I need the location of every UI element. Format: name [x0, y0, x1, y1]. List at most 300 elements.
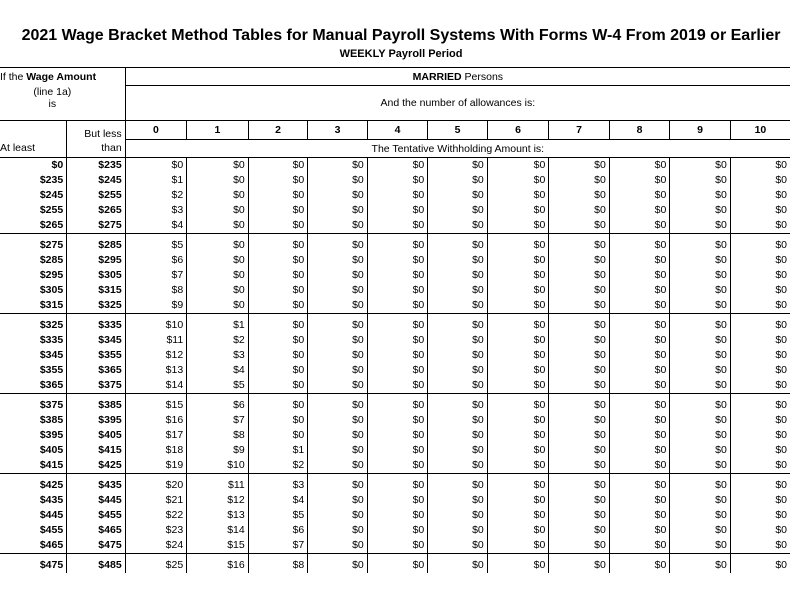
- withholding-amount: $0: [609, 428, 670, 443]
- withholding-amount: $0: [775, 204, 787, 216]
- table-row: [0, 283, 790, 298]
- withholding-amount: $7: [125, 268, 187, 283]
- withholding-amount: $0: [609, 478, 670, 493]
- withholding-amount: $6: [125, 253, 187, 268]
- withholding-amount: $8: [187, 428, 249, 443]
- withholding-amount: $0: [487, 378, 549, 394]
- withholding-amount: $0: [187, 188, 249, 203]
- but-less-value: $275: [67, 218, 125, 234]
- but-less-value: $395: [67, 413, 125, 428]
- withholding-amount: $0: [248, 253, 308, 268]
- withholding-amount: $0: [308, 508, 368, 523]
- withholding-amount: $0: [609, 523, 670, 538]
- withholding-amount: $0: [775, 559, 787, 571]
- withholding-amount: $0: [367, 508, 428, 523]
- withholding-amount: $0: [609, 203, 670, 218]
- table-row: [0, 398, 790, 413]
- withholding-amount: $0: [549, 443, 610, 458]
- at-least-value: $0: [0, 158, 67, 174]
- withholding-amount: $0: [308, 238, 368, 253]
- withholding-amount: $0: [670, 348, 731, 363]
- withholding-amount: $0: [367, 538, 428, 554]
- withholding-amount: $0: [670, 558, 731, 573]
- withholding-amount: $0: [428, 378, 488, 394]
- table-row: [0, 333, 790, 348]
- withholding-amount: $0: [487, 363, 549, 378]
- withholding-amount: $0: [308, 558, 368, 573]
- but-less-label: But less: [67, 121, 125, 140]
- withholding-amount: $0: [428, 478, 488, 493]
- withholding-amount: $0: [248, 173, 308, 188]
- table-row: [0, 378, 790, 394]
- allowance-header-1: 1: [187, 121, 249, 140]
- withholding-amount: $0: [428, 188, 488, 203]
- withholding-amount: $0: [367, 158, 428, 174]
- withholding-amount: $0: [428, 493, 488, 508]
- withholding-amount: $15: [125, 398, 187, 413]
- withholding-amount: $24: [125, 538, 187, 554]
- withholding-amount: $0: [187, 158, 249, 174]
- withholding-amount: $0: [609, 253, 670, 268]
- withholding-amount: $0: [308, 458, 368, 474]
- withholding-amount: $0: [775, 349, 787, 361]
- withholding-amount: $0: [549, 398, 610, 413]
- withholding-amount: $0: [248, 268, 308, 283]
- table-row: [0, 478, 790, 493]
- withholding-amount: $0: [248, 298, 308, 314]
- document-title: 2021 Wage Bracket Method Tables for Manual Payroll Systems With Forms W-4 From 2019 or Earlier: [21, 27, 781, 44]
- withholding-amount: $0: [670, 538, 731, 554]
- withholding-amount: $0: [549, 363, 610, 378]
- wage-amount-header: If the Wage Amount: [0, 68, 125, 86]
- withholding-amount: $0: [487, 348, 549, 363]
- allowance-header-9: 9: [670, 121, 731, 140]
- withholding-amount: $0: [428, 398, 488, 413]
- but-less-value: $325: [67, 298, 125, 314]
- withholding-amount: $13: [125, 363, 187, 378]
- withholding-amount: $0: [549, 253, 610, 268]
- withholding-amount: $9: [125, 298, 187, 314]
- than-label: than: [67, 140, 125, 158]
- withholding-amount: $0: [367, 398, 428, 413]
- bracket-rows: [0, 158, 790, 574]
- withholding-amount: $0: [428, 413, 488, 428]
- but-less-value: $455: [67, 508, 125, 523]
- withholding-amount: $0: [670, 413, 731, 428]
- withholding-amount: $0: [367, 363, 428, 378]
- table-row: [0, 173, 790, 188]
- withholding-amount: $0: [487, 458, 549, 474]
- withholding-amount: $0: [549, 508, 610, 523]
- withholding-amount: $0: [775, 284, 787, 296]
- at-least-value: $325: [0, 318, 67, 333]
- at-least-value: $455: [0, 523, 67, 538]
- at-least-value: $365: [0, 378, 67, 394]
- withholding-amount: $7: [248, 538, 308, 554]
- but-less-value: $335: [67, 318, 125, 333]
- withholding-amount: $0: [609, 188, 670, 203]
- withholding-amount: $0: [670, 268, 731, 283]
- withholding-amount: $0: [487, 218, 549, 234]
- withholding-amount: $0: [428, 253, 488, 268]
- table-row: [0, 188, 790, 203]
- allowance-header-10: 10: [730, 121, 790, 140]
- withholding-amount: $0: [367, 348, 428, 363]
- withholding-amount: $0: [367, 478, 428, 493]
- withholding-amount: $0: [549, 203, 610, 218]
- at-least-value: $255: [0, 203, 67, 218]
- withholding-amount: $0: [609, 398, 670, 413]
- table-row: [0, 508, 790, 523]
- withholding-amount: $13: [187, 508, 249, 523]
- withholding-amount: $0: [487, 493, 549, 508]
- withholding-amount: $18: [125, 443, 187, 458]
- at-least-value: $265: [0, 218, 67, 234]
- withholding-amount: $0: [487, 558, 549, 573]
- withholding-amount: $2: [125, 188, 187, 203]
- withholding-amount: $0: [367, 558, 428, 573]
- withholding-amount: $0: [670, 238, 731, 253]
- withholding-amount: $0: [775, 494, 787, 506]
- at-least-value: $475: [0, 558, 67, 573]
- table-row: [0, 203, 790, 218]
- withholding-amount: $0: [609, 508, 670, 523]
- withholding-amount: $11: [125, 333, 187, 348]
- at-least-value: $435: [0, 493, 67, 508]
- withholding-amount: $0: [367, 413, 428, 428]
- withholding-amount: $0: [670, 188, 731, 203]
- table-row: [0, 238, 790, 253]
- withholding-amount: $0: [549, 318, 610, 333]
- withholding-amount: $2: [187, 333, 249, 348]
- withholding-amount: $0: [609, 413, 670, 428]
- withholding-amount: $0: [308, 253, 368, 268]
- table-row: [0, 268, 790, 283]
- withholding-amount: $0: [670, 363, 731, 378]
- withholding-amount: $0: [308, 363, 368, 378]
- withholding-amount: $0: [670, 523, 731, 538]
- withholding-amount: $0: [308, 523, 368, 538]
- withholding-amount: $0: [367, 333, 428, 348]
- withholding-amount: $8: [125, 283, 187, 298]
- wage-bracket-table: [0, 67, 790, 573]
- at-least-value: $285: [0, 253, 67, 268]
- withholding-amount: $9: [187, 443, 249, 458]
- withholding-amount: $0: [187, 268, 249, 283]
- withholding-amount: $0: [549, 238, 610, 253]
- at-least-value: $235: [0, 173, 67, 188]
- withholding-amount: $0: [670, 203, 731, 218]
- table-row: [0, 413, 790, 428]
- withholding-amount: $0: [487, 523, 549, 538]
- allowances-label: And the number of allowances is:: [380, 97, 536, 109]
- withholding-amount: $0: [248, 283, 308, 298]
- withholding-amount: $0: [549, 428, 610, 443]
- withholding-amount: $15: [187, 538, 249, 554]
- withholding-amount: $0: [487, 538, 549, 554]
- but-less-value: $255: [67, 188, 125, 203]
- at-least-value: $415: [0, 458, 67, 474]
- withholding-amount: $0: [367, 268, 428, 283]
- withholding-amount: $0: [549, 413, 610, 428]
- allowance-header-0: 0: [125, 121, 187, 140]
- at-least-value: $465: [0, 538, 67, 554]
- but-less-value: $485: [67, 558, 125, 573]
- table-row: [0, 218, 790, 234]
- withholding-amount: $0: [609, 558, 670, 573]
- but-less-value: $405: [67, 428, 125, 443]
- withholding-amount: $0: [428, 458, 488, 474]
- but-less-value: $465: [67, 523, 125, 538]
- withholding-amount: $0: [367, 298, 428, 314]
- withholding-amount: $0: [248, 318, 308, 333]
- withholding-amount: $0: [549, 523, 610, 538]
- withholding-amount: $0: [428, 218, 488, 234]
- but-less-value: $235: [67, 158, 125, 174]
- but-less-value: $265: [67, 203, 125, 218]
- table-row: [0, 443, 790, 458]
- at-least-value: $405: [0, 443, 67, 458]
- at-least-label: At least: [0, 140, 67, 158]
- withholding-amount: $0: [775, 159, 787, 171]
- but-less-value: $375: [67, 378, 125, 394]
- withholding-amount: $0: [487, 333, 549, 348]
- withholding-amount: $7: [187, 413, 249, 428]
- withholding-amount: $0: [308, 538, 368, 554]
- withholding-amount: $0: [487, 398, 549, 413]
- withholding-amount: $20: [125, 478, 187, 493]
- withholding-amount: $0: [308, 318, 368, 333]
- withholding-amount: $1: [187, 318, 249, 333]
- withholding-amount: $12: [187, 493, 249, 508]
- withholding-amount: $0: [670, 333, 731, 348]
- withholding-amount: $0: [308, 378, 368, 394]
- withholding-amount: $0: [775, 189, 787, 201]
- withholding-amount: $0: [428, 443, 488, 458]
- withholding-amount: $0: [248, 413, 308, 428]
- table-row: [0, 298, 790, 314]
- at-least-value: $305: [0, 283, 67, 298]
- table-row: [0, 538, 790, 554]
- withholding-amount: $14: [187, 523, 249, 538]
- withholding-amount: $4: [125, 218, 187, 234]
- withholding-amount: $0: [487, 478, 549, 493]
- withholding-amount: $0: [775, 174, 787, 186]
- but-less-value: $475: [67, 538, 125, 554]
- withholding-amount: $0: [487, 318, 549, 333]
- withholding-amount: $0: [367, 283, 428, 298]
- withholding-amount: $0: [308, 268, 368, 283]
- withholding-amount: $0: [609, 378, 670, 394]
- but-less-value: $425: [67, 458, 125, 474]
- at-least-value: $385: [0, 413, 67, 428]
- withholding-amount: $4: [248, 493, 308, 508]
- withholding-amount: $0: [428, 523, 488, 538]
- withholding-amount: $0: [775, 399, 787, 411]
- withholding-amount: $0: [775, 239, 787, 251]
- but-less-value: $445: [67, 493, 125, 508]
- withholding-amount: $0: [428, 428, 488, 443]
- withholding-amount: $0: [670, 253, 731, 268]
- withholding-amount: $0: [549, 283, 610, 298]
- withholding-amount: $0: [308, 443, 368, 458]
- withholding-amount: $0: [248, 378, 308, 394]
- table-row: [0, 458, 790, 474]
- withholding-amount: $0: [428, 538, 488, 554]
- withholding-amount: $0: [367, 173, 428, 188]
- withholding-amount: $10: [187, 458, 249, 474]
- table-row: [0, 493, 790, 508]
- allowances-header-row: [0, 121, 790, 140]
- withholding-amount: $3: [248, 478, 308, 493]
- at-least-value: $315: [0, 298, 67, 314]
- withholding-amount: $0: [308, 218, 368, 234]
- withholding-amount: $0: [609, 218, 670, 234]
- withholding-amount: $0: [367, 493, 428, 508]
- withholding-amount: $0: [308, 428, 368, 443]
- withholding-amount: $0: [248, 188, 308, 203]
- withholding-amount: $0: [187, 298, 249, 314]
- withholding-amount: $0: [609, 538, 670, 554]
- withholding-amount: $1: [248, 443, 308, 458]
- withholding-amount: $0: [308, 158, 368, 174]
- withholding-amount: $4: [187, 363, 249, 378]
- withholding-amount: $0: [775, 459, 787, 471]
- withholding-amount: $0: [308, 413, 368, 428]
- allowance-header-6: 6: [487, 121, 549, 140]
- withholding-amount: $0: [248, 203, 308, 218]
- withholding-amount: $0: [487, 173, 549, 188]
- withholding-amount: $0: [308, 478, 368, 493]
- withholding-amount: $2: [248, 458, 308, 474]
- withholding-amount: $0: [428, 333, 488, 348]
- document-subtitle: WEEKLY Payroll Period: [339, 48, 463, 60]
- but-less-value: $385: [67, 398, 125, 413]
- line-1a-label: (line 1a) is: [0, 86, 125, 121]
- withholding-amount: $6: [248, 523, 308, 538]
- withholding-amount: $0: [549, 158, 610, 174]
- withholding-amount: $0: [670, 378, 731, 394]
- withholding-amount: $0: [248, 363, 308, 378]
- withholding-amount: $17: [125, 428, 187, 443]
- withholding-amount: $0: [487, 238, 549, 253]
- withholding-amount: $0: [367, 428, 428, 443]
- withholding-amount: $0: [549, 558, 610, 573]
- withholding-amount: $3: [125, 203, 187, 218]
- withholding-amount: $0: [775, 479, 787, 491]
- withholding-amount: $0: [775, 509, 787, 521]
- withholding-amount: $0: [428, 173, 488, 188]
- withholding-amount: $1: [125, 173, 187, 188]
- withholding-amount: $5: [125, 238, 187, 253]
- withholding-amount: $0: [308, 398, 368, 413]
- at-least-value: $245: [0, 188, 67, 203]
- withholding-amount: $0: [670, 298, 731, 314]
- withholding-amount: $0: [549, 348, 610, 363]
- withholding-amount: $0: [248, 158, 308, 174]
- withholding-amount: $0: [308, 188, 368, 203]
- withholding-amount: $0: [609, 318, 670, 333]
- withholding-amount: $0: [308, 203, 368, 218]
- withholding-amount: $0: [428, 348, 488, 363]
- withholding-amount: $0: [248, 238, 308, 253]
- withholding-amount: $0: [670, 398, 731, 413]
- withholding-amount: $0: [487, 268, 549, 283]
- withholding-amount: $0: [248, 218, 308, 234]
- withholding-amount: $0: [609, 458, 670, 474]
- withholding-amount: $0: [187, 283, 249, 298]
- withholding-amount: $0: [367, 203, 428, 218]
- withholding-amount: $0: [428, 268, 488, 283]
- withholding-amount: $0: [670, 493, 731, 508]
- but-less-value: $295: [67, 253, 125, 268]
- withholding-amount: $0: [487, 203, 549, 218]
- withholding-amount: $0: [670, 283, 731, 298]
- withholding-amount: $0: [428, 283, 488, 298]
- withholding-amount: $0: [367, 318, 428, 333]
- married-persons-header: MARRIED Persons: [125, 68, 790, 86]
- withholding-amount: $0: [549, 268, 610, 283]
- table-row: [0, 348, 790, 363]
- table-row: [0, 318, 790, 333]
- withholding-amount: $11: [187, 478, 249, 493]
- withholding-amount: $0: [367, 218, 428, 234]
- withholding-amount: $0: [487, 283, 549, 298]
- withholding-amount: $0: [609, 363, 670, 378]
- withholding-amount: $21: [125, 493, 187, 508]
- withholding-amount: $6: [187, 398, 249, 413]
- withholding-amount: $8: [248, 558, 308, 573]
- at-least-value: $335: [0, 333, 67, 348]
- withholding-amount: $0: [248, 398, 308, 413]
- withholding-amount: $0: [487, 508, 549, 523]
- but-less-value: $415: [67, 443, 125, 458]
- at-least-value: $425: [0, 478, 67, 493]
- withholding-amount: $3: [187, 348, 249, 363]
- withholding-amount: $5: [187, 378, 249, 394]
- but-less-value: $365: [67, 363, 125, 378]
- withholding-amount: $0: [308, 173, 368, 188]
- withholding-amount: $0: [775, 254, 787, 266]
- withholding-amount: $0: [549, 378, 610, 394]
- withholding-amount: $0: [248, 428, 308, 443]
- withholding-amount: $0: [367, 253, 428, 268]
- withholding-amount: $0: [187, 173, 249, 188]
- withholding-amount: $0: [775, 334, 787, 346]
- withholding-amount: $0: [775, 429, 787, 441]
- withholding-amount: $0: [609, 268, 670, 283]
- allowance-header-5: 5: [428, 121, 488, 140]
- withholding-amount: $0: [549, 333, 610, 348]
- withholding-amount: $0: [670, 318, 731, 333]
- but-less-value: $345: [67, 333, 125, 348]
- withholding-amount: $0: [670, 158, 731, 174]
- allowance-header-7: 7: [549, 121, 610, 140]
- withholding-amount: $0: [775, 269, 787, 281]
- withholding-amount: $0: [609, 333, 670, 348]
- withholding-amount: $0: [428, 203, 488, 218]
- withholding-amount: $12: [125, 348, 187, 363]
- withholding-amount: $0: [775, 524, 787, 536]
- withholding-amount: $0: [187, 218, 249, 234]
- withholding-amount: $0: [549, 478, 610, 493]
- at-least-value: $275: [0, 238, 67, 253]
- withholding-amount: $10: [125, 318, 187, 333]
- withholding-amount: $0: [549, 218, 610, 234]
- withholding-amount: $0: [609, 173, 670, 188]
- withholding-amount: $0: [367, 378, 428, 394]
- withholding-amount: $0: [428, 318, 488, 333]
